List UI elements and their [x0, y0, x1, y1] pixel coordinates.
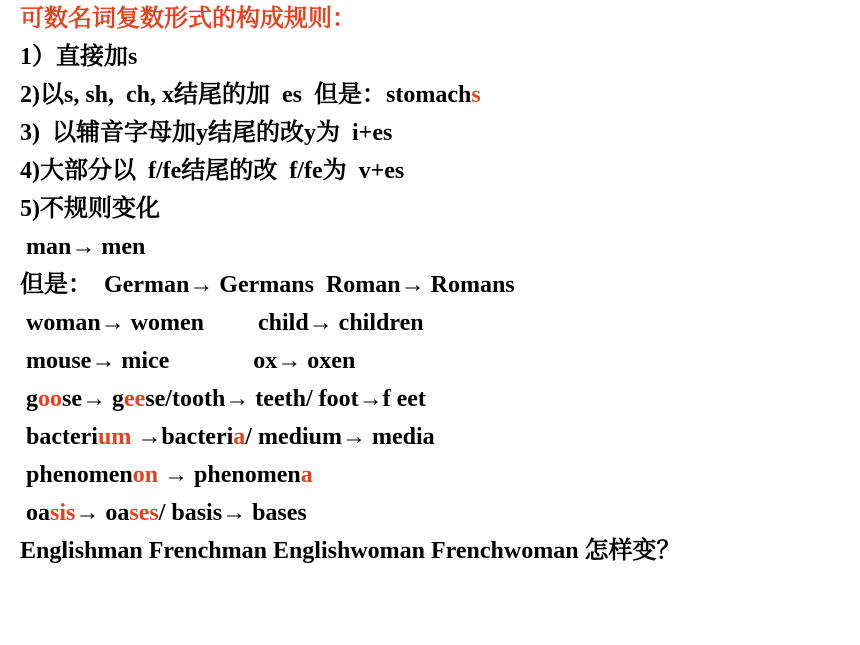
- line-text: 2)以s, sh, ch, x结尾的加 es 但是：stomach: [20, 82, 472, 108]
- goose-example: [20, 380, 426, 418]
- highlighted-text: um: [97, 424, 132, 450]
- line-text: / medium→ media: [245, 424, 435, 450]
- highlighted-text: s: [471, 82, 481, 108]
- line-text: → oa: [75, 500, 130, 526]
- line-text: 5)不规则变化: [20, 196, 160, 222]
- line-text: g: [20, 386, 38, 412]
- line-text: se/tooth→ teeth/ foot→f eet: [145, 386, 426, 412]
- exception-line: [20, 266, 515, 304]
- line-text: woman→ women child→ children: [20, 310, 424, 336]
- highlighted-text: 可数名词复数形式的构成规则：: [20, 6, 356, 32]
- rule-1-line: [20, 38, 137, 76]
- line-text: →bacteri: [131, 424, 234, 450]
- mouse-example: [20, 342, 355, 380]
- line-text: 但是： German→ Germans Roman→ Romans: [20, 272, 515, 298]
- highlighted-text: on: [132, 462, 159, 488]
- question-line: [20, 532, 681, 570]
- highlighted-text: ses: [129, 500, 159, 526]
- highlighted-text: a: [233, 424, 246, 450]
- highlighted-text: sis: [50, 500, 76, 526]
- highlighted-text: a: [300, 462, 313, 488]
- line-text: man→ men: [20, 234, 146, 260]
- line-text: phenomen: [20, 462, 133, 488]
- highlighted-text: ee: [124, 386, 146, 412]
- bacterium-example: [20, 418, 435, 456]
- oasis-example: [20, 494, 307, 532]
- woman-example: [20, 304, 424, 342]
- rule-4-line: [20, 152, 404, 190]
- man-example: [20, 228, 145, 266]
- line-text: → phenomen: [158, 462, 301, 488]
- line-text: / basis→ bases: [158, 500, 307, 526]
- rule-2-line: [20, 76, 481, 114]
- rule-3-line: [20, 114, 392, 152]
- rule-5-line: [20, 190, 160, 228]
- highlighted-text: oo: [38, 386, 62, 412]
- line-text: Englishman Frenchman Englishwoman Frenchwoman 怎样变？: [20, 538, 681, 564]
- line-text: 3) 以辅音字母加y结尾的改y为 i+es: [20, 120, 393, 146]
- line-text: oa: [20, 500, 50, 526]
- title-line: [20, 0, 356, 38]
- line-text: se→ g: [62, 386, 124, 412]
- line-text: 1）直接加s: [20, 44, 138, 70]
- phenomenon-example: [20, 456, 313, 494]
- line-text: bacteri: [20, 424, 98, 450]
- line-text: mouse→ mice ox→ oxen: [20, 348, 356, 374]
- line-text: 4)大部分以 f/fe结尾的改 f/fe为 v+es: [20, 158, 405, 184]
